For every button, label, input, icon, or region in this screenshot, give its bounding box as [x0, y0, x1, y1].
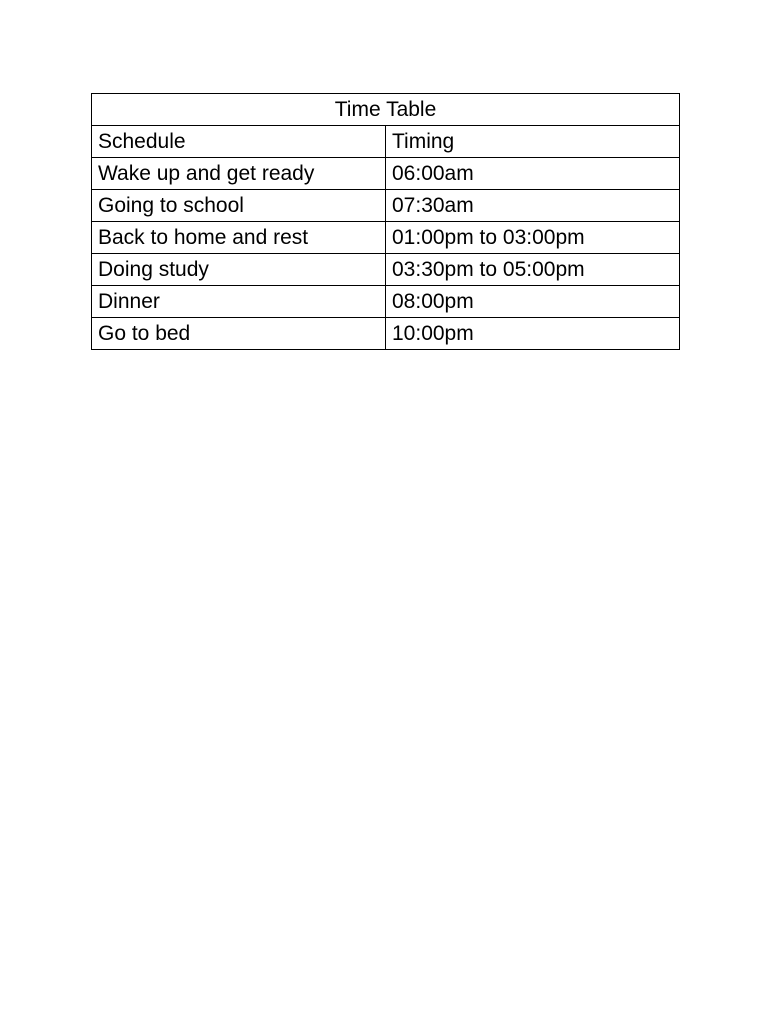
schedule-cell: Going to school	[92, 190, 386, 222]
schedule-cell: Doing study	[92, 254, 386, 286]
timing-cell: 07:30am	[386, 190, 680, 222]
timing-cell: 01:00pm to 03:00pm	[386, 222, 680, 254]
table-row	[92, 286, 680, 318]
schedule-cell: Wake up and get ready	[92, 158, 386, 190]
table-title: Time Table	[92, 94, 680, 126]
table-title-row	[92, 94, 680, 126]
table-row	[92, 190, 680, 222]
header-schedule: Schedule	[92, 126, 386, 158]
time-table	[91, 93, 680, 350]
table-row	[92, 254, 680, 286]
schedule-cell: Dinner	[92, 286, 386, 318]
table-row	[92, 222, 680, 254]
timing-cell: 08:00pm	[386, 286, 680, 318]
timing-cell: 10:00pm	[386, 318, 680, 350]
table-row	[92, 158, 680, 190]
table-row	[92, 318, 680, 350]
header-timing: Timing	[386, 126, 680, 158]
timing-cell: 06:00am	[386, 158, 680, 190]
table-header-row	[92, 126, 680, 158]
schedule-cell: Back to home and rest	[92, 222, 386, 254]
schedule-cell: Go to bed	[92, 318, 386, 350]
timing-cell: 03:30pm to 05:00pm	[386, 254, 680, 286]
